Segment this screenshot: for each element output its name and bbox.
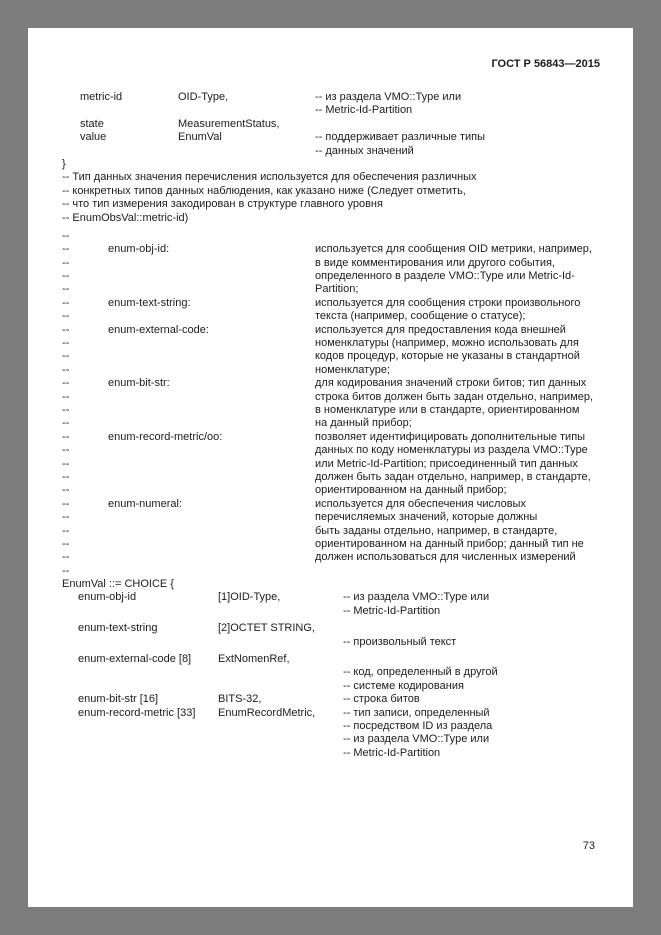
code-text: -- данных значений [315,144,414,157]
code-text: -- [62,524,70,537]
code-text: строка битов должен быть задан отдельно, например, [315,390,593,403]
code-line [28,377,633,390]
document-page [28,28,633,907]
code-text: перечисляемых значений, которые должны [315,511,538,524]
code-line [28,431,633,444]
code-text: -- Тип данных значения перечисления используется для обеспечения различных [62,171,477,184]
code-line [28,605,633,618]
code-text: -- [62,270,70,283]
code-text: enum-external-code: [108,323,209,336]
code-text: metric-id [80,91,123,103]
code-text: -- [62,390,70,403]
code-text: EnumVal [178,131,222,144]
code-text: -- [62,283,70,296]
code-text: -- системе кодирования [343,679,464,692]
code-text: -- [62,497,70,510]
code-text: -- код, определенный в другой [343,666,498,679]
code-text: -- [62,350,70,363]
code-line [28,680,633,693]
code-text: enum-obj-id: [108,243,170,256]
code-text: -- из раздела VMO::Type или [343,591,490,604]
code-line [28,578,633,591]
code-text: -- [62,310,70,323]
code-text: номенклатуры (например, можно использовать для [315,337,579,350]
code-text: enum-text-string [78,622,158,635]
code-line [28,733,633,746]
code-text: enum-record-metric [33] [78,706,196,719]
code-text: используется для сообщения строки произвольного [315,296,581,309]
code-text: OID-Type, [178,91,229,103]
code-text: enum-bit-str [16] [78,693,159,706]
code-text: -- [62,363,70,376]
code-line [28,230,633,243]
code-text: для кодирования значений строки битов; тип данных [315,377,587,390]
code-line [28,310,633,323]
code-line [28,404,633,417]
code-text: в номенклатуре или в стандарте, ориентированном [315,403,580,416]
code-text: -- [62,256,70,269]
code-line [28,257,633,270]
code-text: enum-external-code [8] [78,653,192,666]
code-line [28,131,633,144]
code-text: -- [62,470,70,483]
code-line [28,297,633,310]
code-line [28,551,633,564]
code-text: кодов процедур, которые не указаны в стандартной [315,350,580,363]
code-text: -- [62,457,70,470]
code-line [28,171,633,184]
code-line [28,212,633,225]
code-text: -- [62,403,70,416]
code-line [28,270,633,283]
code-text: value [80,131,107,144]
code-text: -- [62,537,70,550]
code-line [28,104,633,117]
code-line [28,158,633,171]
code-text: номенклатуре; [315,363,391,376]
code-text: используется для обеспечения числовых [315,497,526,510]
code-line [28,707,633,720]
code-text: -- строка битов [343,693,420,706]
code-text: -- поддерживает различные типы [315,131,486,144]
code-line [28,364,633,377]
code-line [28,498,633,511]
code-text: -- EnumObsVal::metric-id) [62,211,189,224]
code-line [28,444,633,457]
code-text: -- из раздела VMO::Type или [343,733,490,746]
code-line [28,145,633,158]
code-text: текста (например, сообщение о статусе); [315,310,526,323]
code-line [28,484,633,497]
code-line [28,525,633,538]
code-text: -- тип записи, определенный [343,706,490,719]
code-line [28,636,633,649]
code-text: -- Metric-Id-Partition [315,104,413,117]
code-line [28,391,633,404]
code-text: ExtNomenRef, [218,653,290,666]
code-line [28,185,633,198]
code-text: -- конкретных типов данных наблюдения, как указано ниже (Следует отметить, [62,184,466,197]
code-text: EnumRecordMetric, [218,706,316,719]
code-line [28,622,633,635]
code-line [28,693,633,706]
code-text: -- [62,444,70,457]
document-header: ГОСТ Р 56843—2015 [491,58,600,70]
code-line [28,337,633,350]
code-line [28,720,633,733]
code-text: MeasurementStatus, [178,117,280,130]
code-text: на данный прибор; [315,417,412,430]
code-text: [1]OID-Type, [218,591,281,604]
code-text: или Metric-Id-Partition; присоединенный тип данных [315,457,578,470]
code-line [28,747,633,760]
code-text: } [62,157,66,170]
code-text: -- [62,296,70,309]
code-line [28,283,633,296]
code-text: -- [62,484,70,497]
code-line [28,471,633,484]
code-line [28,666,633,679]
code-line [28,243,633,256]
code-line [28,118,633,131]
code-text: должен быть задан отдельно, например, в стандарте, [315,470,591,483]
code-text: -- [62,323,70,336]
code-line [28,350,633,363]
code-text: -- [62,511,70,524]
code-text: определенного в разделе VMO::Type или Metric-Id- [315,270,575,283]
code-line [28,198,633,211]
code-text: -- [62,229,70,242]
code-text: используется для сообщения OID метрики, например, [315,243,592,256]
code-line [28,324,633,337]
code-text: enum-text-string: [108,296,191,309]
code-text: enum-obj-id [78,591,137,604]
code-line [28,565,633,578]
code-text: используется для предоставления кода внешней [315,323,566,336]
code-text: -- [62,337,70,350]
code-line [28,591,633,604]
code-text: enum-bit-str: [108,377,170,390]
code-text: -- Metric-Id-Partition [343,746,441,759]
code-text: -- из раздела VMO::Type или [315,91,462,103]
code-text: BITS-32, [218,693,262,706]
code-text: данных по коду номенклатуры из раздела VMO::Type [315,444,588,457]
code-text: должен использоваться для численных измерений [315,551,576,564]
code-line [28,653,633,666]
code-text: -- посредством ID из раздела [343,719,493,732]
code-text: в виде комментирования или другого события, [315,256,555,269]
code-text: [2]OCTET STRING, [218,622,315,635]
code-text: -- [62,551,70,564]
code-text: -- что тип измерения закодирован в структуре главного уровня [62,198,383,211]
code-text: -- [62,564,70,577]
code-line [28,458,633,471]
code-text: EnumVal ::= CHOICE { [62,578,174,591]
code-line [28,538,633,551]
code-text: быть заданы отдельно, например, в стандарте, [315,524,558,537]
code-text: ориентированном на данный прибор; данный тип не [315,537,584,550]
code-line [28,91,633,104]
code-text: -- [62,377,70,390]
code-text: позволяет идентифицировать дополнительные типы [315,430,586,443]
code-text: -- Metric-Id-Partition [343,604,441,617]
code-text: -- [62,430,70,443]
code-line [28,511,633,524]
code-text: enum-record-metric/oo: [108,430,223,443]
page-number: 73 [582,840,595,852]
code-block [28,91,633,760]
code-text: -- произвольный текст [343,635,457,648]
code-text: state [80,117,104,130]
code-text: ориентированном на данный прибор; [315,484,507,497]
code-text: -- [62,417,70,430]
code-text: -- [62,243,70,256]
code-text: enum-numeral: [108,497,182,510]
code-line [28,417,633,430]
code-text: Partition; [315,283,359,296]
